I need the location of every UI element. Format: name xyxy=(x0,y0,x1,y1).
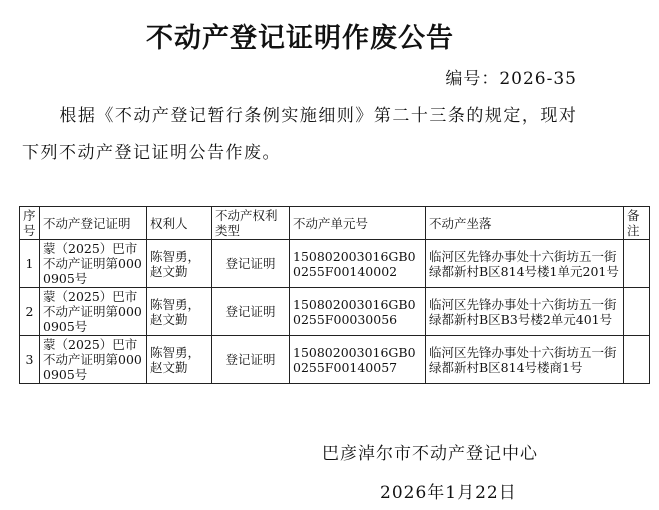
right-type: 登记证明 xyxy=(212,288,290,336)
header-cell: 不动产坐落 xyxy=(426,207,624,240)
row-index: 3 xyxy=(20,336,40,384)
header-cell: 权利人 xyxy=(147,207,212,240)
remark xyxy=(624,288,650,336)
notice-body: 根据《不动产登记暂行条例实施细则》第二十三条的规定，现对下列不动产登记证明公告作废。 xyxy=(22,106,578,163)
table-row xyxy=(20,288,650,336)
unit-number: 150802003016GB00255F00140057 xyxy=(290,336,426,384)
certificate-number: 蒙（2025）巴市不动产证明第0000905号 xyxy=(40,240,147,288)
certificate-table xyxy=(19,206,650,384)
table-row xyxy=(20,336,650,384)
unit-number: 150802003016GB00255F00140002 xyxy=(290,240,426,288)
right-type: 登记证明 xyxy=(212,336,290,384)
property-location: 临河区先锋办事处十六街坊五一街绿都新村B区B3号楼2单元401号 xyxy=(426,288,624,336)
row-index: 1 xyxy=(20,240,40,288)
header-cell: 不动产登记证明 xyxy=(40,207,147,240)
right-holder: 陈智勇，赵文勤 xyxy=(147,336,212,384)
property-location: 临河区先锋办事处十六街坊五一街绿都新村B区814号楼商1号 xyxy=(426,336,624,384)
right-holder: 陈智勇，赵文勤 xyxy=(147,240,212,288)
remark xyxy=(624,240,650,288)
table-header-row xyxy=(20,207,650,240)
table-row xyxy=(20,240,650,288)
certificate-number: 蒙（2025）巴市不动产证明第0000905号 xyxy=(40,288,147,336)
property-location: 临河区先锋办事处十六街坊五一街绿都新村B区814号楼1单元201号 xyxy=(426,240,624,288)
header-cell: 不动产单元号 xyxy=(290,207,426,240)
row-index: 2 xyxy=(20,288,40,336)
unit-number: 150802003016GB00255F00030056 xyxy=(290,288,426,336)
header-cell: 不动产权利类型 xyxy=(212,207,290,240)
header-cell: 序号 xyxy=(20,207,40,240)
issue-date: 2026年1月22日 xyxy=(380,483,517,503)
page-title: 不动产登记证明作废公告 xyxy=(146,23,454,54)
header-cell: 备注 xyxy=(624,207,650,240)
remark xyxy=(624,336,650,384)
certificate-number: 蒙（2025）巴市不动产证明第0000905号 xyxy=(40,336,147,384)
issuing-organization: 巴彦淖尔市不动产登记中心 xyxy=(322,444,538,464)
document-number: 编号：2026-35 xyxy=(445,69,577,89)
right-holder: 陈智勇，赵文勤 xyxy=(147,288,212,336)
right-type: 登记证明 xyxy=(212,240,290,288)
